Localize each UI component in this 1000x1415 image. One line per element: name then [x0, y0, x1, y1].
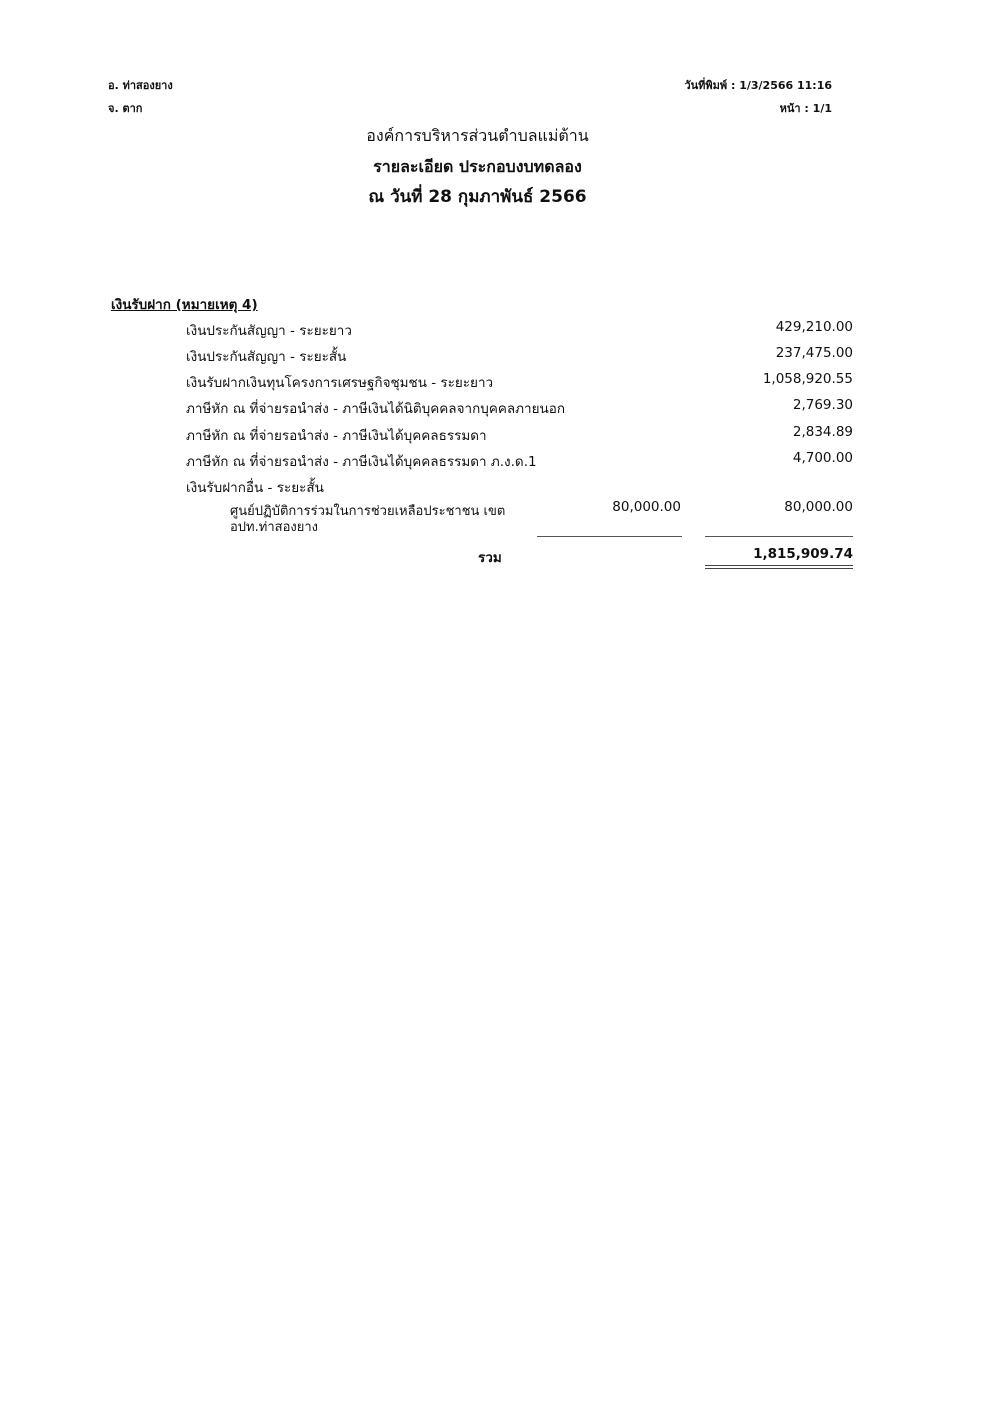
total-label: รวม — [478, 550, 502, 566]
item-label: เงินประกันสัญญา - ระยะยาว — [186, 323, 352, 339]
item-label: เงินรับฝากเงินทุนโครงการเศรษฐกิจชุมชน - ระยะยาว — [186, 375, 494, 391]
district-label: อ. ท่าสองยาง — [108, 79, 173, 92]
page-number: หน้า : 1/1 — [779, 102, 832, 115]
other-deposits-amount: 80,000.00 — [784, 499, 853, 515]
subtotal-rule — [537, 536, 682, 537]
report-date: ณ วันที่ 28 กุมภาพันธ์ 2566 — [368, 187, 587, 207]
item-amount: 4,700.00 — [792, 450, 853, 466]
total-double-underline — [705, 565, 853, 569]
organization-title: องค์การบริหารส่วนตำบลแม่ต้าน — [366, 126, 589, 145]
print-date: วันที่พิมพ์ : 1/3/2566 11:16 — [684, 79, 832, 92]
item-label: ภาษีหัก ณ ที่จ่ายรอนำส่ง - ภาษีเงินได้บุคคลธรรมดา ภ.ง.ด.1 — [186, 454, 537, 470]
other-deposits-label: เงินรับฝากอื่น - ระยะสั้น — [186, 480, 324, 496]
item-label: ภาษีหัก ณ ที่จ่ายรอนำส่ง - ภาษีเงินได้นิติบุคคลจากบุคคลภายนอก — [186, 401, 566, 417]
item-amount: 2,834.89 — [792, 424, 853, 440]
section-heading: เงินรับฝาก (หมายเหตุ 4) — [111, 297, 258, 313]
sub-item-amount: 80,000.00 — [612, 499, 681, 515]
item-label: ภาษีหัก ณ ที่จ่ายรอนำส่ง - ภาษีเงินได้บุคคลธรรมดา — [186, 428, 487, 444]
sub-item-label-line1: ศูนย์ปฏิบัติการร่วมในการช่วยเหลือประชาชน เขต — [230, 504, 506, 519]
total-amount: 1,815,909.74 — [753, 546, 853, 562]
item-amount: 2,769.30 — [792, 397, 853, 413]
total-rule — [705, 536, 853, 537]
item-label: เงินประกันสัญญา - ระยะสั้น — [186, 349, 347, 365]
item-amount: 429,210.00 — [775, 319, 853, 335]
province-label: จ. ตาก — [108, 102, 143, 115]
item-amount: 237,475.00 — [775, 345, 853, 361]
report-title: รายละเอียด ประกอบงบทดลอง — [373, 157, 582, 176]
sub-item-label-line2: อปท.ท่าสองยาง — [230, 520, 318, 535]
item-amount: 1,058,920.55 — [762, 371, 853, 387]
